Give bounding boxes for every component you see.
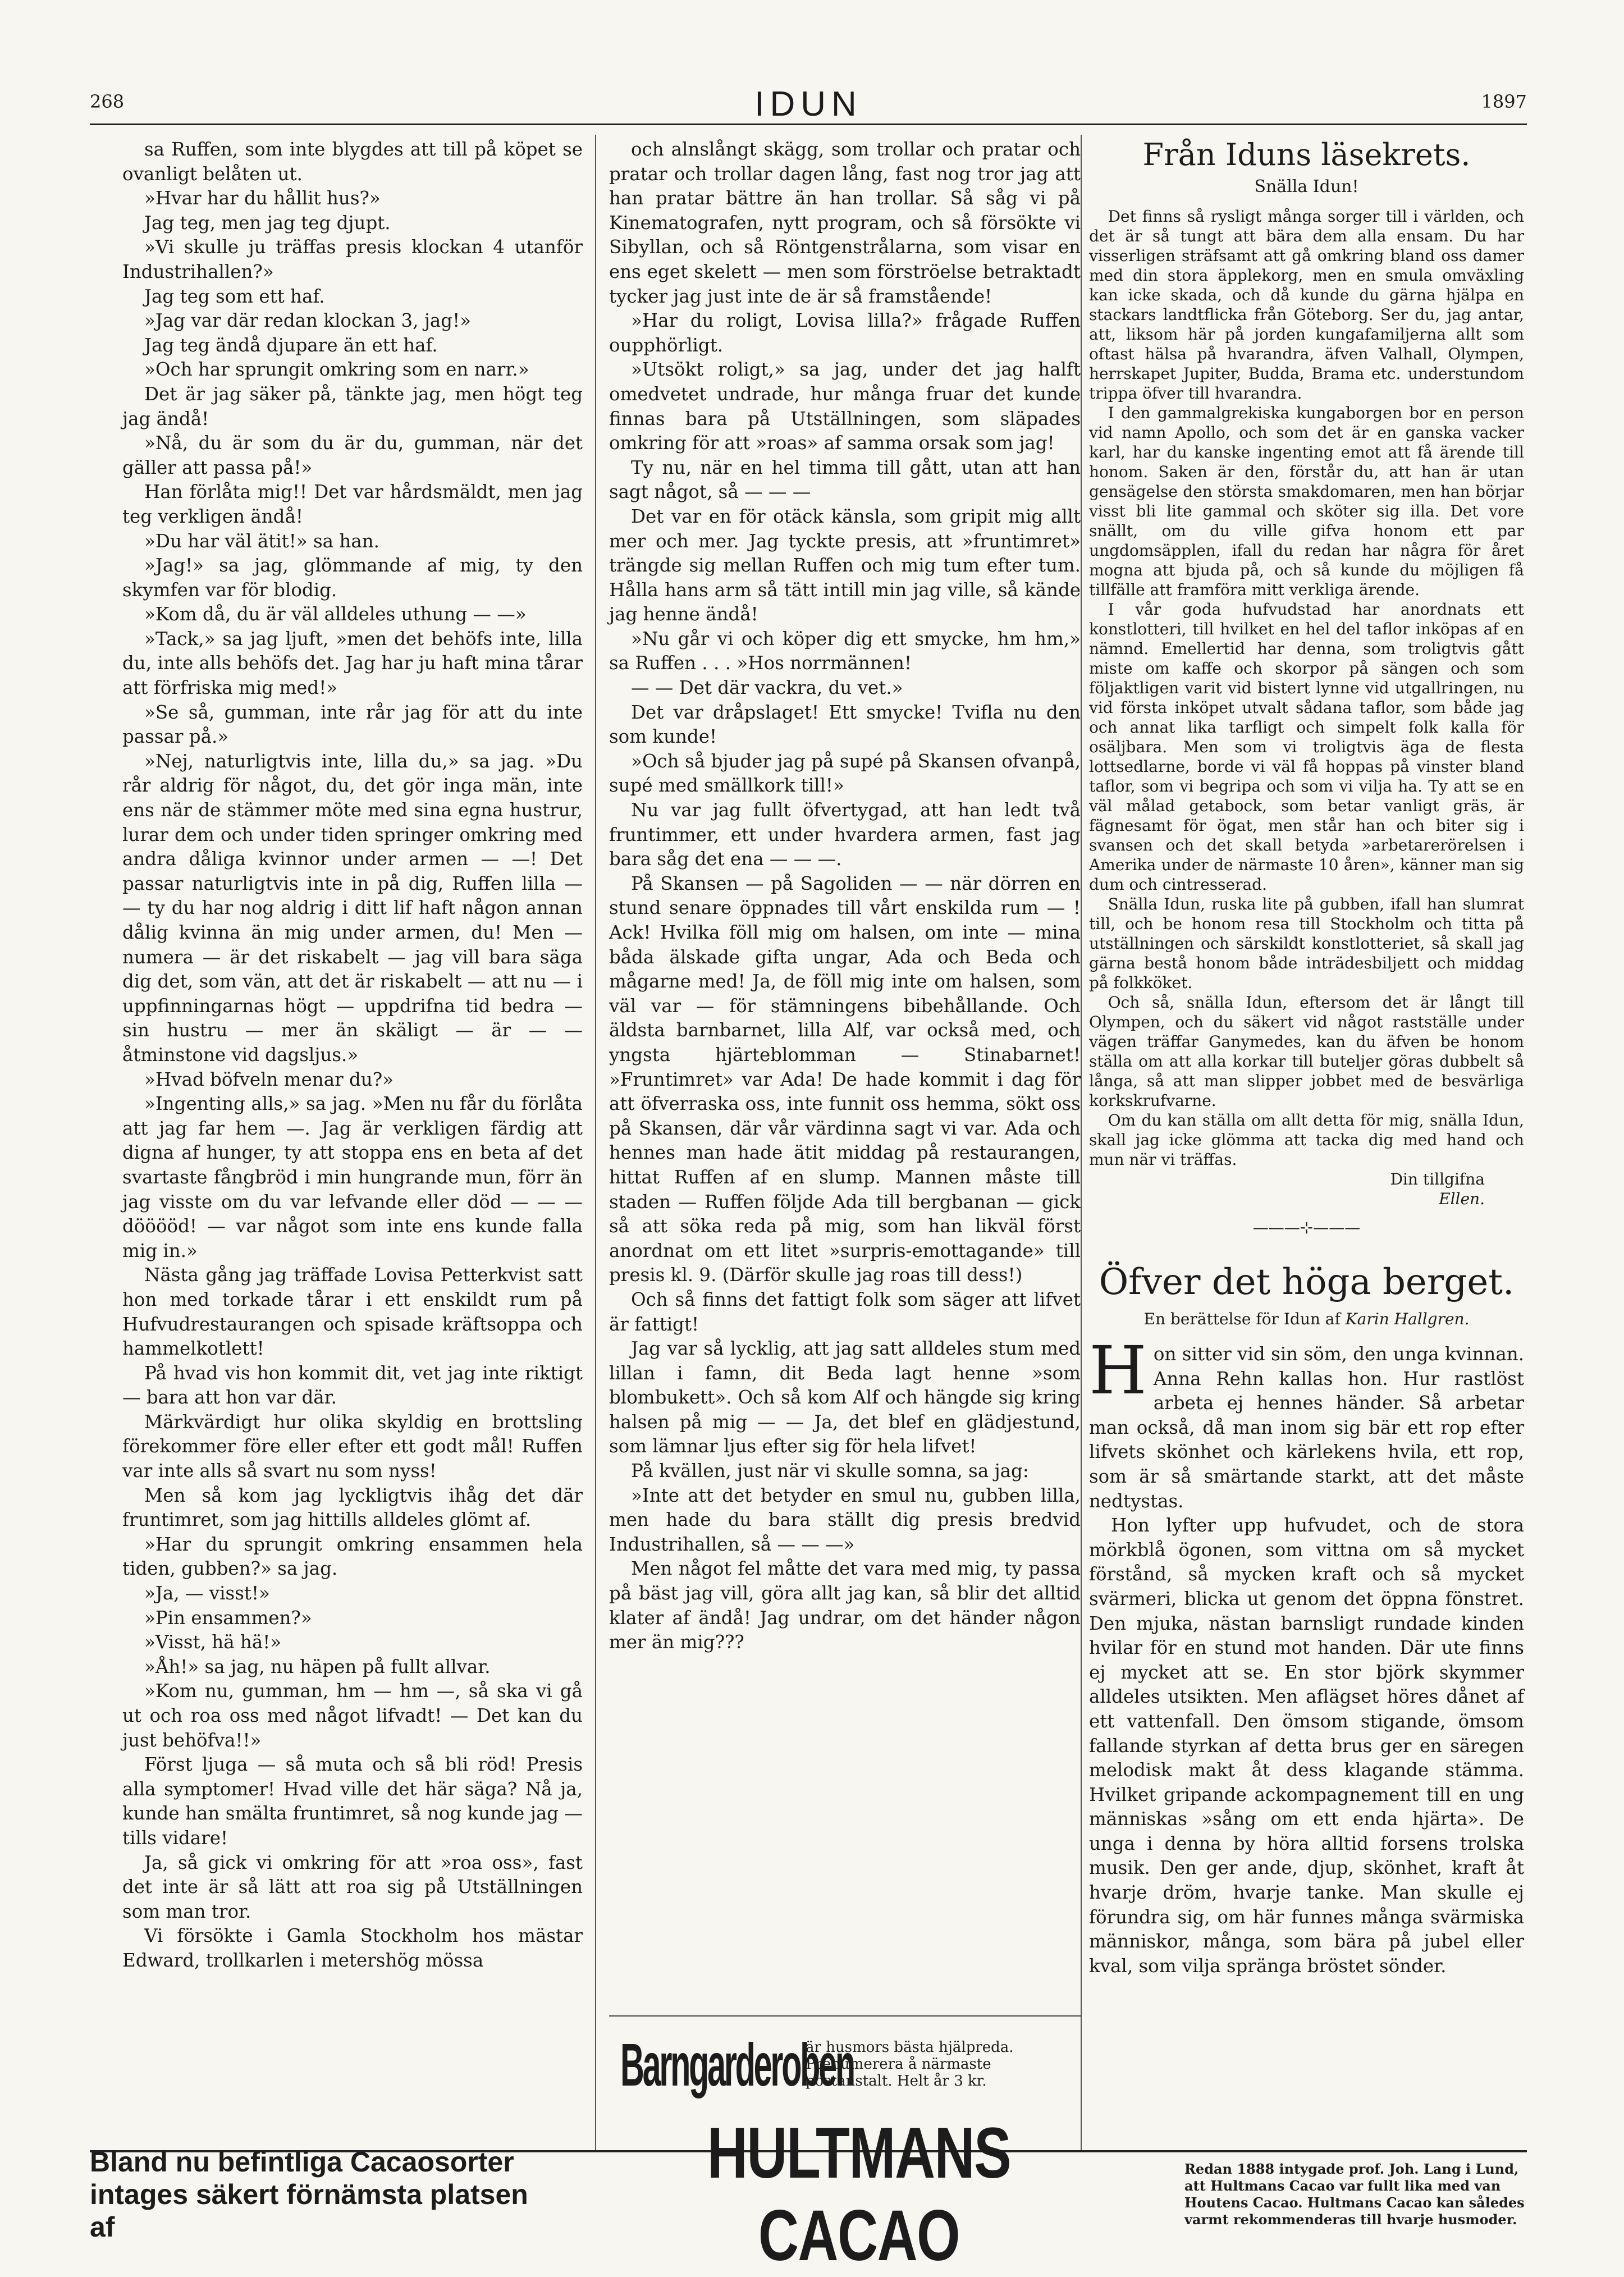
article-paragraph: »Jag!» sa jag, glömmande af mig, ty den skymfen var för blodig. xyxy=(122,555,583,601)
article-paragraph: Det är jag säker på, tänkte jag, men högt teg jag ändå! xyxy=(122,383,583,429)
story-paragraph: on sitter vid sin söm, den unga kvinnan. Anna Rehn kallas hon. Hur rastlöst arbeta ej hennes händer. Så arbetar man också, då man inom sig bär ett rop efter lifvets skönhet och kärlekens hvila, ett rop, som är så smärtande starkt, att det måste nedtystas. xyxy=(1089,1343,1524,1512)
byline-prefix: En berättelse för Idun af xyxy=(1143,1310,1341,1328)
article-paragraph: Men så kom jag lyckligtvis ihåg det där fruntimret, som jag hittills alldeles glömt af. xyxy=(122,1484,583,1531)
letter-paragraph: Och så, snälla Idun, eftersom det är långt till Olympen, och du säkert vid något rastställe under vägen träffar Ganymedes, kan du äfven be honom ställa om att alla korkar till buteljer göras dubbelt så långa, så att man slipper jobbet med de besvärliga korkskrufvarne. xyxy=(1089,993,1524,1110)
article-paragraph: — — Det där vackra, du vet.» xyxy=(631,677,903,699)
article-paragraph: »Nå, du är som du är du, gumman, när det gäller att passa på!» xyxy=(122,432,583,478)
letter-greeting: Snälla Idun! xyxy=(1254,177,1359,196)
letter-signature: Ellen. xyxy=(1439,1190,1485,1208)
article-paragraph: Jag teg ändå djupare än ett haf. xyxy=(144,334,438,356)
article-column-1 xyxy=(122,138,583,1973)
story-byline xyxy=(1089,1309,1524,1329)
article-paragraph: »Nu går vi och köper dig ett smycke, hm hm,» sa Ruffen . . . »Hos norrmännen! xyxy=(609,628,1081,674)
article-paragraph: »Se så, gumman, inte rår jag för att du inte passar på.» xyxy=(122,701,583,748)
page-header xyxy=(90,84,1527,125)
article-paragraph: Nu var jag fullt öfvertygad, att han ledt två fruntimmer, ett under hvardera armen, fast jag bara såg det ena — — —. xyxy=(609,799,1081,870)
article-paragraph: Jag var så lycklig, att jag satt alldeles stum med lillan i famn, dit Beda lagt henne »som blombukett». Och så kom Alf och hängde sig kring halsen på mig — — Ja, det blef en glädjestund, som lämnar ljus efter sig för hela lifvet! xyxy=(609,1338,1081,1457)
article-paragraph: »Har du sprungit omkring ensammen hela tiden, gubben?» sa jag. xyxy=(122,1533,583,1580)
article-paragraph: Jag teg som ett haf. xyxy=(144,285,325,307)
ad-brand-name: Barngarderoben xyxy=(620,2030,854,2098)
article-paragraph: »Har du roligt, Lovisa lilla?» frågade Ruffen oupphörligt. xyxy=(609,310,1081,356)
barngarderoben-ad xyxy=(609,2015,1081,2112)
article-paragraph: Ja, så gick vi omkring för att »roa oss», fast det inte är så lätt att roa sig på Utställningen som man tror. xyxy=(122,1851,583,1922)
article-paragraph: sa Ruffen, som inte blygdes att till på köpet se ovanligt belåten ut. xyxy=(122,139,583,185)
article-paragraph: »Åh!» sa jag, nu häpen på fullt allvar. xyxy=(144,1656,491,1677)
article-paragraph: På hvad vis hon kommit dit, vet jag inte riktigt — bara att hon var där. xyxy=(122,1362,583,1409)
article-paragraph: »Och så bjuder jag på supé på Skansen ofvanpå, supé med smällkork till!» xyxy=(609,750,1081,797)
article-paragraph: och alnslångt skägg, som trollar och pratar och pratar och trollar dagen lång, fast nog tror jag att han pratar bättre än han trollar. Så såg vi på Kinematografen, nytt program, och så försökte vi Sibyllan, och så Röntgenstrålarna, som visar en ens eget skelett — men som förströelse betraktadt tycker jag just inte de är så framstående! xyxy=(609,139,1081,307)
byline-author: Karin Hallgren. xyxy=(1345,1310,1470,1328)
column-rule xyxy=(595,135,596,2150)
article-paragraph: »Hvar har du hållit hus?» xyxy=(144,188,381,209)
ad-left-text xyxy=(90,2146,533,2243)
article-paragraph: Det var en för otäck känsla, som gripit mig allt mer och mer. Jag tyckte presis, att »fruntimret» trängde sig mellan Ruffen och mig tum efter tum. Hålla hans arm så tätt intill min jag ville, så kände jag henne ändå! xyxy=(609,505,1081,625)
letters-heading: Från Iduns läsekrets. xyxy=(1142,137,1471,172)
column-rule xyxy=(1081,135,1082,2150)
drop-cap: H xyxy=(1089,1332,1147,1409)
story-body xyxy=(1089,1332,1524,1978)
article-paragraph: Nästa gång jag träffade Lovisa Petterkvist satt hon med torkade tårar i ett enskildt rum på Hufvudrestaurangen och spisade kräftsoppa och hammelkotlett! xyxy=(122,1264,583,1360)
article-paragraph: »Utsökt roligt,» sa jag, under det jag halft omedvetet undrade, hur många fruar det kunde finnas bara på Utställningen, som släpades omkring för att »roas» af samma orsak som jag! xyxy=(609,359,1081,454)
ornament-divider: ———⊹——— xyxy=(1252,1218,1361,1237)
letters-column xyxy=(1089,138,1524,1978)
article-paragraph: Märkvärdigt hur olika skyldig en brottsling förekommer före eller efter ett godt mål! Ruffen var inte alls så svart nu som nyss! xyxy=(122,1411,583,1482)
article-paragraph: »Du har väl ätit!» sa han. xyxy=(144,530,379,552)
article-paragraph: »Vi skulle ju träffas presis klockan 4 utanför Industrihallen?» xyxy=(122,236,583,282)
article-paragraph: »Ingenting alls,» sa jag. »Men nu får du förlåta att jag far hem —. Jag är verkligen färdig att digna af hunger, ty att stoppa ens en beta af det svartaste fångbröd i min hungrande mun, förr än jag visste om du var lefvande eller död — — — dööööd! — var något som inte ens kunde falla mig in.» xyxy=(122,1093,583,1261)
ad-brand-hultmans: HULTMANS CACAO xyxy=(707,2113,1011,2276)
article-paragraph: Och så finns det fattigt folk som säger att lifvet är fattigt! xyxy=(609,1288,1081,1335)
article-paragraph: »Inte att det betyder en smul nu, gubben lilla, men hade du bara ställt dig presis bredvid Industrihallen, så — — —» xyxy=(609,1484,1081,1555)
article-paragraph: »Nej, naturligtvis inte, lilla du,» sa jag. »Du rår aldrig för något, du, det gör inga män, inte ens när de stämmer möte med sina egna hustrur, lurar dem och under tiden springer omkring med andra dåliga kvinnor under armen — —! Det passar naturligtvis inte in på dig, Ruffen lilla — — ty du har nog aldrig i ditt lif haft någon annan dålig kvinna än mig under armen, du! Men — numera — är det riskabelt — jag vill bara säga dig det, som vän, att det är riskabelt — att nu — i uppfinningarnas högt — uppdrifna tid bedra — sin hustru — mer än skäligt — är — — åtminstone vid dagsljus.» xyxy=(122,750,583,1066)
ad-right-text: Redan 1888 intygade prof. Joh. Lang i Lund, att Hultmans Cacao var fullt lika med van Houtens Cacao. Hultmans Cacao kan således varmt rekommenderas till hvarje husmoder. xyxy=(1184,2161,1525,2228)
article-paragraph: Det var dråpslaget! Ett smycke! Tvifla nu den som kunde! xyxy=(609,701,1081,748)
article-paragraph: »Ja, — visst!» xyxy=(144,1583,270,1604)
article-paragraph: Ty nu, när en hel timma till gått, utan att han sagt något, så — — — xyxy=(609,456,1081,503)
letter-paragraph: Snälla Idun, ruska lite på gubben, ifall han slumrat till, och be honom resa till Stockholm och titta på utställningen och särskildt konstlotteriet, så skall jag gärna bestå honom både inträdesbiljett och middag på folkköket. xyxy=(1089,895,1524,992)
article-paragraph: »Och har sprungit omkring som en narr.» xyxy=(144,359,529,381)
article-paragraph: Han förlåta mig!! Det var hårdsmäldt, men jag teg verkligen ändå! xyxy=(122,481,583,527)
letter-body xyxy=(1089,207,1524,1169)
article-paragraph: Vi försökte i Gamla Stockholm hos mästar Edward, trollkarlen i metershög mössa xyxy=(122,1925,583,1971)
article-paragraph: »Kom nu, gumman, hm — hm —, så ska vi gå ut och roa oss med något lifvadt! — Det kan du just behöfva!!» xyxy=(122,1680,583,1751)
story-title: Öfver det höga berget. xyxy=(1099,1261,1515,1303)
article-paragraph: Först ljuga — så muta och så bli röd! Presis alla symptomer! Hvad ville det här säga? Nå ja, kunde han smälta fruntimret, så nog kunde jag — tills vidare! xyxy=(122,1754,583,1849)
article-column-2 xyxy=(609,138,1081,1655)
page-number: 268 xyxy=(90,91,125,112)
ad-text: är husmors bästa hjälpreda. Prenumerera å närmaste postanstalt. Helt år 3 kr. xyxy=(806,2039,1014,2089)
letter-paragraph: Om du kan ställa om allt detta för mig, snälla Idun, skall jag icke glömma att tacka dig med hand och mun när vi träffas. xyxy=(1089,1111,1524,1169)
letter-paragraph: I den gammalgrekiska kungaborgen bor en person vid namn Apollo, och som det är en ganska vacker karl, har du kanske ingenting emot att få ärende till honom. Saken är den, förstår du, att han är utan gensägelse den största smakdomaren, men han börjar visst bli lite gammal och sköter sig illa. Det vore snällt, om du ville gifva honom ett par ungdomsäpplen, ifall du redan har några för året mogna att bjuda på, och så kunde du möjligen få tillfälle att framföra mitt verkliga ärende. xyxy=(1089,404,1524,599)
article-paragraph: »Pin ensammen?» xyxy=(144,1607,312,1629)
ad-left-line-1: Bland nu befintliga Cacaosorter xyxy=(90,2146,514,2178)
article-paragraph: Men något fel måtte det vara med mig, ty passa på bäst jag vill, göra allt jag kan, så blir det alltid klater af ändå! Jag undrar, om det händer någon mer än mig??? xyxy=(609,1558,1081,1653)
article-paragraph: »Visst, hä hä!» xyxy=(144,1631,282,1653)
article-paragraph: På Skansen — på Sagoliden — — när dörren en stund senare öppnades till vårt enskilda rum — ! Ack! Hvilka föll mig om halsen, om inte — mina båda älskade gifta ungar, Ada och Beda och mågarne med! Ja, de föll mig inte om halsen, som väl var — för stämningens bibehållande. Och äldsta barnbarnet, lilla Alf, var också med, och yngsta hjärteblomman — Stinabarnet! »Fruntimret» var Ada! De hade kommit i dag för att öfverraska oss, inte funnit oss hemma, sökt oss på Skansen, där vår värdinna sagt vi var. Ada och hennes man hade ätit middag på restaurangen, hittat Ruffen af en slump. Mannen måste till staden — Ruffen följde Ada till bergbanan — gick så att söka reda på mig, som han likväl först anordnat om ett litet »surpris-emottagande» till presis kl. 9. (Därför skulle jag roas till dess!) xyxy=(609,872,1081,1286)
article-paragraph: På kvällen, just när vi skulle somna, sa jag: xyxy=(631,1460,1029,1482)
article-paragraph: »Kom då, du är väl alldeles uthung — —» xyxy=(144,603,527,625)
masthead: IDUN xyxy=(754,85,862,124)
article-paragraph: Jag teg, men jag teg djupt. xyxy=(144,212,391,234)
article-paragraph: »Jag var där redan klockan 3, jag!» xyxy=(144,310,472,332)
article-paragraph: »Hvad böfveln menar du?» xyxy=(144,1068,394,1090)
article-paragraph: »Tack,» sa jag ljuft, »men det behöfs inte, lilla du, inte alls behöfs det. Jag har ju haft mina tårar att förfriska mig med!» xyxy=(122,628,583,699)
letter-paragraph: I vår goda hufvudstad har anordnats ett konstlotteri, till hvilket en hel del taflor inköpas af en nämnd. Emellertid har denna, som troligtvis gått miste om kaffe och skorpor på sängen och som följaktligen varit vid bistert lynne vid utgallringen, nu vid första inköpet utvalt sådana taflor, som både jag och annat lika tarfligt och simpelt folk kalla för osäljbara. Men som vi troligtvis äga de flesta lottsedlarne, borde vi väl få hoppas på vinster bland taflor, som vi begripa och som vi vilja ha. Ty att se en väl målad getabock, som betar vanligt gräs, är fägnesamt för ögat, men står han och biter sig i svansen och det skall betyda »arbetarerörelsen i Amerika under de närmaste 10 åren», känner man sig dum och cintresserad. xyxy=(1089,600,1524,894)
story-paragraph: Hon lyfter upp hufvudet, och de stora mörkblå ögonen, som vittna om så mycket förstånd, så mycken kraft och så mycket svärmeri, blicka ut genom det öppna fönstret. Den mjuka, nästan barnsligt rundade kinden hvilar för en stund mot handen. Där ute finns ej mycket att se. En stor björk skymmer alldeles utsikten. Men aflägset höres dånet af ett vattenfall. Den ömsom stigande, ömsom fallande styrkan af detta brus ger en säregen melodisk makt åt dess klagande stämma. Hvilket gripande ackompagnement till en ung människas »sång om ett enda hjärta». De unga i denna by höra alltid forsens trolska musik. Den ger ande, djup, skönhet, kraft åt hvarje dröm, hvarje tanke. Man skulle ej förundra sig, om här funnes många svärmiska människor, många, som bära på jubel eller kval, som vilja spränga bröstet sönder. xyxy=(1089,1515,1524,1977)
letter-closing: Din tillgifna xyxy=(1390,1170,1485,1188)
ad-left-line-2: intages säkert förnämsta platsen af xyxy=(90,2179,528,2243)
issue-year: 1897 xyxy=(1481,91,1527,112)
letter-paragraph: Det finns så rysligt många sorger till i världen, och det är så tungt att bära dem alla ensam. Du har visserligen sträfsamt att gå omkring bland oss damer med din stora äpplekorg, men en smula omväxling kan icke skada, och då kunde du gärna hjälpa en stackars landtflicka från Göteborg. Ser du, jag antar, att, liksom här på jorden kungafamiljerna allt som oftast hälsa på hvarandra, äfven Valhall, Olympen, herrskapet Jupiter, Budda, Brama etc. understundom trippa öfver till hvarandra. xyxy=(1089,207,1524,403)
cacao-advertisement xyxy=(90,2113,1527,2276)
